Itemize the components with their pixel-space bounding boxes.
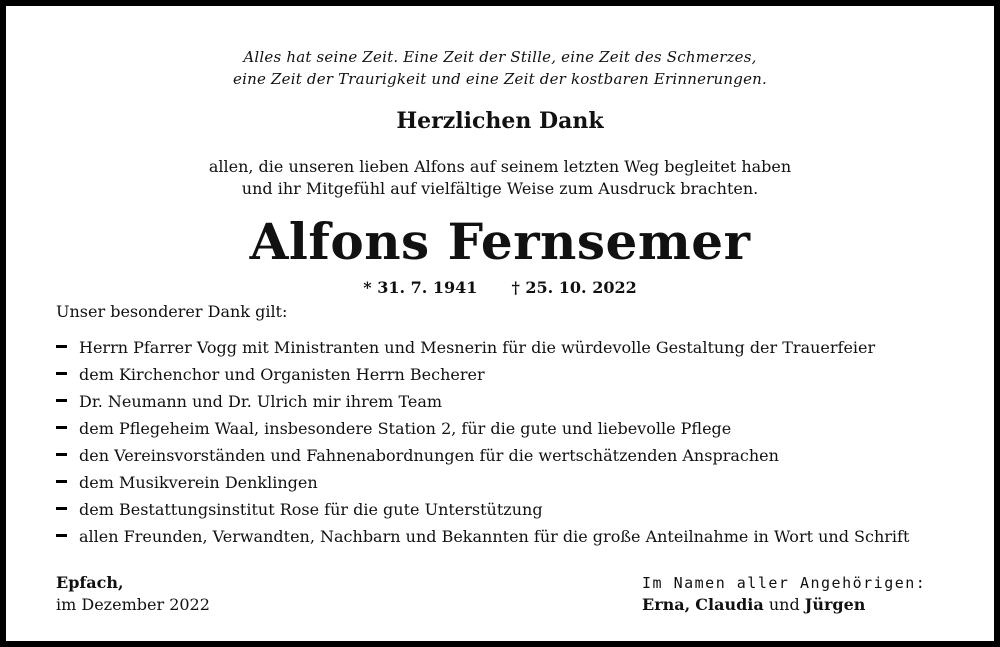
- list-item: allen Freunden, Verwandten, Nachbarn und Bekannten für die große Anteilnahme in Wort und Schrift: [56, 523, 909, 550]
- name-juergen: Jürgen: [804, 595, 866, 614]
- signature-block: [642, 572, 926, 616]
- place-and-date: [56, 572, 210, 616]
- intro-line-1: allen, die unseren lieben Alfons auf seinem letzten Weg begleitet haben: [208, 157, 792, 176]
- heading: Herzlichen Dank: [396, 108, 604, 134]
- dash-bullet: [56, 372, 67, 375]
- list-item: dem Kirchenchor und Organisten Herrn Becherer: [56, 361, 909, 388]
- dash-bullet: [56, 399, 67, 402]
- death-date: † 25. 10. 2022: [511, 278, 637, 297]
- list-item: den Vereinsvorständen und Fahnenabordnungen für die wertschätzenden Ansprachen: [56, 442, 909, 469]
- list-item: Dr. Neumann und Dr. Ulrich mir ihrem Team: [56, 388, 909, 415]
- list-item: dem Musikverein Denklingen: [56, 469, 909, 496]
- signature-intro: Im Namen aller Angehörigen:: [642, 574, 927, 592]
- thanks-list: [56, 334, 909, 550]
- date: im Dezember 2022: [56, 595, 210, 614]
- motto-line-2: eine Zeit der Traurigkeit und eine Zeit der kostbaren Erinnerungen.: [233, 70, 767, 88]
- list-item: dem Bestattungsinstitut Rose für die gute Unterstützung: [56, 496, 909, 523]
- thanks-label: Unser besonderer Dank gilt:: [56, 302, 288, 321]
- list-item: dem Pflegeheim Waal, insbesondere Station 2, für die gute und liebevolle Pflege: [56, 415, 909, 442]
- dash-bullet: [56, 426, 67, 429]
- list-item: Herrn Pfarrer Vogg mit Ministranten und Mesnerin für die würdevolle Gestaltung der Trauerfeier: [56, 334, 909, 361]
- motto: [6, 46, 994, 90]
- dash-bullet: [56, 345, 67, 348]
- place: Epfach,: [56, 573, 124, 592]
- life-dates: [6, 278, 994, 297]
- dash-bullet: [56, 507, 67, 510]
- birth-date: * 31. 7. 1941: [363, 278, 478, 297]
- signature-names: [642, 594, 926, 616]
- intro: [6, 156, 994, 200]
- name-erna: Erna,: [642, 595, 691, 614]
- name-claudia: Claudia: [695, 595, 764, 614]
- motto-line-1: Alles hat seine Zeit. Eine Zeit der Stille, eine Zeit des Schmerzes,: [243, 48, 757, 66]
- dash-bullet: [56, 480, 67, 483]
- conjunction: und: [768, 595, 800, 614]
- dash-bullet: [56, 534, 67, 537]
- deceased-name: Alfons Fernsemer: [249, 212, 751, 271]
- dash-bullet: [56, 453, 67, 456]
- intro-line-2: und ihr Mitgefühl auf vielfältige Weise zum Ausdruck brachten.: [241, 179, 759, 198]
